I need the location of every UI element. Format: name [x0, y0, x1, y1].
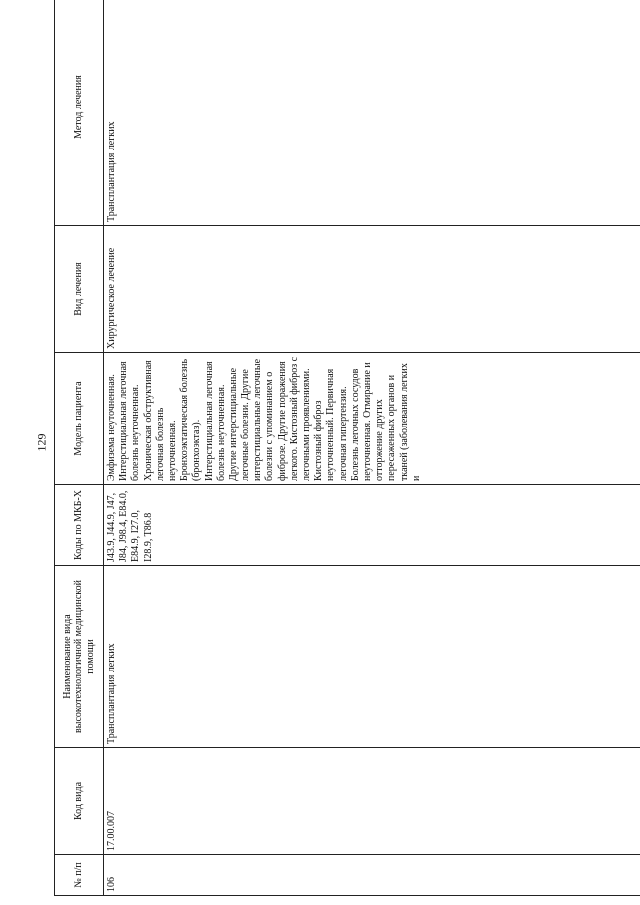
cell-method: Трансплантация легких — [104, 0, 640, 226]
treatment-table-wrapper — [54, 38, 640, 896]
table-header-row — [55, 0, 104, 896]
header-num: № п/п — [55, 855, 104, 896]
cell-mkb: J43.9, J44.9, J47, J84, J98.4, E84.0, E84.9, I27.0, I28.9, T86.8 — [104, 485, 640, 566]
table-row — [104, 0, 640, 896]
cell-name: Трансплантация легких — [104, 566, 640, 748]
cell-model: Эмфизема неуточненная. Интерстициальная легочная болезнь неуточненная. Хроническая обструктивная легочная болезнь неуточненная. Бронхоэктатическая болезнь (бронхоэктаз). Интерстициальная легочная болезнь неуточненная. Другие интерстициальные легочные болезни. Другие интерстициальные легочные болезни с упоминанием о фиброзе. Другие поражения легкого. Кистозный фиброз с легочными проявлениями. Кистозный фиброз неуточненный. Первичная легочная гипертензия. Болезнь легочных сосудов неуточненная. Отмирание и отторжение других пересаженных органов и тканей (заболевания легких и — [104, 353, 640, 485]
header-name: Наименование вида высокотехнологичной медицинской помощи — [55, 566, 104, 748]
page-number: 129 — [34, 433, 49, 452]
cell-num: 106 — [104, 855, 640, 896]
cell-type: Хирургическое лечение — [104, 226, 640, 353]
cell-code: 17.00.007 — [104, 748, 640, 855]
treatment-table — [54, 0, 640, 896]
header-code: Код вида — [55, 748, 104, 855]
header-model: Модель пациента — [55, 353, 104, 485]
header-method: Метод лечения — [55, 0, 104, 226]
header-type: Вид лечения — [55, 226, 104, 353]
header-mkb: Коды по МКБ-Х — [55, 485, 104, 566]
